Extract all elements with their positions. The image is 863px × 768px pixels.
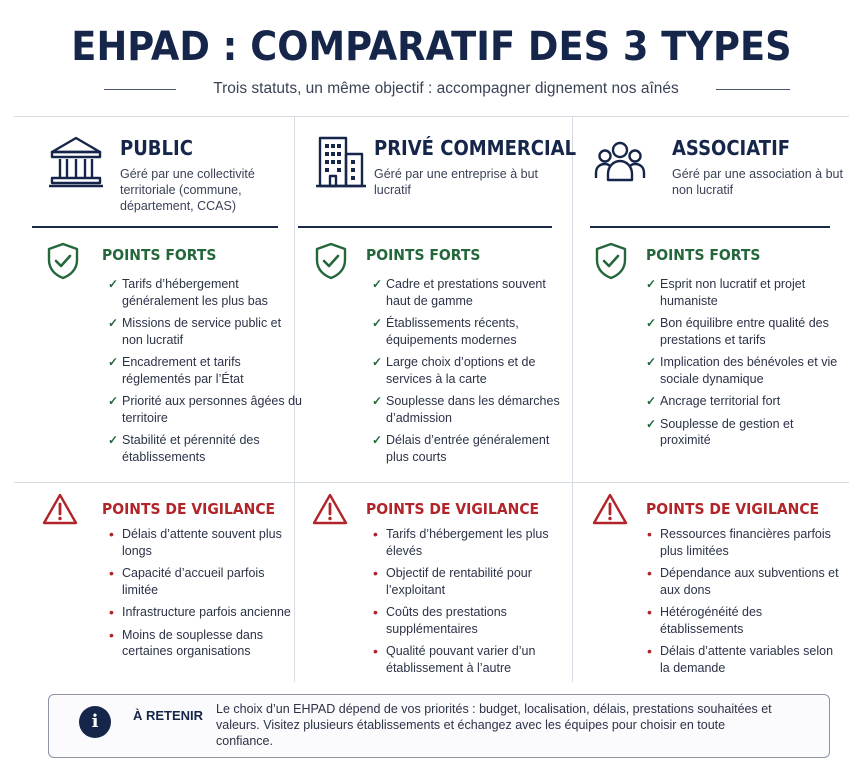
check-icon: ✓ bbox=[108, 355, 119, 369]
bullet-icon: • bbox=[109, 626, 114, 643]
list-item: • Objectif de rentabilité pour l’exploitant bbox=[373, 565, 532, 597]
subtitle-rule-left bbox=[104, 89, 176, 90]
people-group-icon bbox=[590, 132, 650, 192]
bullet-icon: • bbox=[373, 643, 378, 659]
column-description: Géré par une association à but non lucratif bbox=[672, 167, 843, 197]
key-takeaway-box bbox=[48, 694, 830, 758]
page-title: EHPAD : COMPARATIF DES 3 TYPES bbox=[71, 24, 792, 70]
check-icon: ✓ bbox=[372, 277, 383, 291]
list-item: • Capacité d’accueil parfois limitée bbox=[109, 565, 265, 597]
bullet-icon: • bbox=[373, 526, 378, 542]
office-building-icon bbox=[310, 132, 370, 192]
warnings-title: POINTS DE VIGILANCE bbox=[366, 500, 540, 518]
warnings-title: POINTS DE VIGILANCE bbox=[102, 500, 276, 518]
check-icon: ✓ bbox=[372, 316, 383, 330]
list-item: • Délais d’attente souvent plus longs bbox=[109, 526, 282, 558]
column-rule bbox=[590, 226, 830, 228]
shield-check-icon bbox=[594, 242, 628, 280]
column-public bbox=[16, 116, 302, 682]
list-item: • Délais d’attente variables selon la demande bbox=[647, 643, 834, 675]
list-item: ✓ Bon équilibre entre qualité des prestations et tarifs bbox=[646, 316, 829, 347]
check-icon: ✓ bbox=[646, 355, 657, 369]
check-icon: ✓ bbox=[646, 277, 657, 291]
list-item: ✓ Priorité aux personnes âgées du territoire bbox=[108, 394, 302, 425]
bullet-icon: • bbox=[109, 604, 114, 620]
column-title: ASSOCIATIF bbox=[672, 136, 791, 160]
bullet-icon: • bbox=[647, 565, 652, 581]
strengths-title: POINTS FORTS bbox=[102, 246, 217, 264]
column-description: Géré par une entreprise à but lucratif bbox=[374, 167, 538, 197]
check-icon: ✓ bbox=[646, 394, 657, 408]
warnings-title: POINTS DE VIGILANCE bbox=[646, 500, 820, 518]
list-item: ✓ Implication des bénévoles et vie sociale dynamique bbox=[646, 355, 838, 386]
check-icon: ✓ bbox=[108, 433, 119, 447]
bullet-icon: • bbox=[647, 526, 652, 542]
strengths-list bbox=[108, 276, 304, 471]
info-icon: i bbox=[79, 706, 111, 738]
check-icon: ✓ bbox=[108, 316, 119, 330]
warning-triangle-icon bbox=[592, 492, 628, 526]
bullet-icon: • bbox=[373, 604, 378, 620]
check-icon: ✓ bbox=[646, 416, 657, 431]
check-icon: ✓ bbox=[646, 316, 657, 330]
list-item: ✓ Souplesse dans les démarches d’admission bbox=[372, 394, 560, 425]
check-icon: ✓ bbox=[108, 277, 119, 291]
bullet-icon: • bbox=[647, 643, 652, 659]
bullet-icon: • bbox=[109, 526, 114, 542]
warning-triangle-icon bbox=[42, 492, 78, 526]
list-item: ✓ Missions de service public et non lucratif bbox=[108, 316, 282, 347]
list-item: ✓ Stabilité et pérennité des établissements bbox=[108, 433, 260, 464]
subtitle-row bbox=[0, 78, 863, 100]
list-item: ✓ Cadre et prestations souvent haut de gamme bbox=[372, 277, 546, 308]
column-title: PRIVÉ COMMERCIAL bbox=[374, 136, 577, 160]
warnings-list bbox=[372, 526, 568, 682]
strengths-title: POINTS FORTS bbox=[646, 246, 761, 264]
warnings-list bbox=[108, 526, 304, 666]
column-rule bbox=[298, 226, 552, 228]
list-item: ✓ Large choix d’options et de services à la carte bbox=[372, 355, 536, 386]
check-icon: ✓ bbox=[372, 355, 383, 369]
list-item: ✓ Délais d’entrée généralement plus courts bbox=[372, 433, 550, 464]
check-icon: ✓ bbox=[372, 433, 383, 447]
warning-triangle-icon bbox=[312, 492, 348, 526]
list-item: ✓ Encadrement et tarifs réglementés par l’État bbox=[108, 355, 244, 386]
bullet-icon: • bbox=[109, 565, 114, 581]
list-item: • Infrastructure parfois ancienne bbox=[109, 604, 291, 620]
list-item: • Coûts des prestations supplémentaires bbox=[373, 604, 507, 636]
check-icon: ✓ bbox=[108, 394, 119, 408]
column-rule bbox=[32, 226, 278, 228]
column-description: Géré par une collectivité territoriale (commune, département, CCAS) bbox=[120, 167, 255, 213]
shield-check-icon bbox=[314, 242, 348, 280]
list-item: • Tarifs d’hébergement les plus élevés bbox=[373, 526, 549, 558]
strengths-list bbox=[646, 276, 842, 455]
list-item: • Ressources financières parfois plus limitées bbox=[647, 526, 831, 558]
bullet-icon: • bbox=[647, 604, 652, 620]
list-item: • Qualité pouvant varier d’un établissement à l’autre bbox=[373, 643, 536, 675]
list-item: ✓ Esprit non lucratif et projet humaniste bbox=[646, 277, 806, 308]
list-item: • Moins de souplesse dans certaines organisations bbox=[109, 626, 264, 658]
list-item: • Hétérogénéité des établissements bbox=[647, 604, 763, 636]
column-associatif bbox=[574, 116, 852, 682]
key-takeaway-label: À RETENIR bbox=[133, 708, 204, 723]
list-item: • Dépendance aux subventions et aux dons bbox=[647, 565, 839, 597]
strengths-list bbox=[372, 276, 568, 471]
public-building-icon bbox=[46, 132, 106, 192]
column-title: PUBLIC bbox=[120, 136, 193, 160]
list-item: ✓ Ancrage territorial fort bbox=[646, 394, 781, 408]
list-item: ✓ Tarifs d’hébergement généralement les plus bas bbox=[108, 277, 268, 308]
column-prive-commercial bbox=[296, 116, 577, 682]
strengths-title: POINTS FORTS bbox=[366, 246, 481, 264]
bullet-icon: • bbox=[373, 565, 378, 581]
key-takeaway-text: Le choix d’un EHPAD dépend de vos priorités : budget, localisation, délais, prestations souhaitées et valeurs. Visitez plusieurs établissements et échangez avec les équipes pour choisir en toute confiance. bbox=[216, 702, 772, 748]
subtitle-rule-right bbox=[716, 89, 790, 90]
list-item: ✓ Établissements récents, équipements modernes bbox=[372, 316, 519, 347]
check-icon: ✓ bbox=[372, 394, 383, 408]
list-item: ✓ Souplesse de gestion et proximité bbox=[646, 416, 794, 447]
page-subtitle: Trois statuts, un même objectif : accompagner dignement nos aînés bbox=[213, 80, 679, 97]
warnings-list bbox=[646, 526, 842, 682]
shield-check-icon bbox=[46, 242, 80, 280]
